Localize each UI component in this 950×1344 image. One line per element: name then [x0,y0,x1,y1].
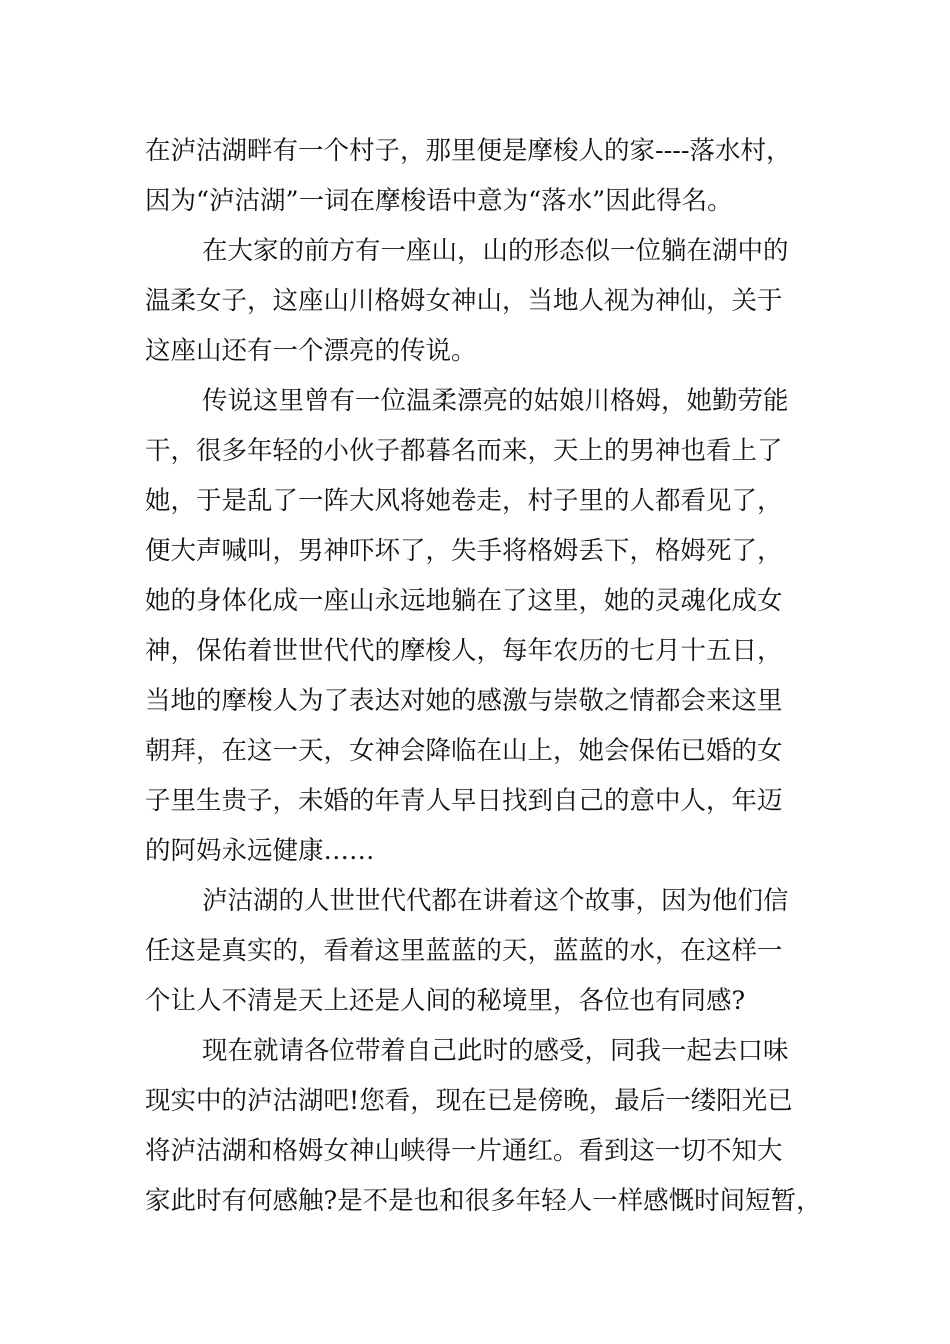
text-line: 在泸沽湖畔有一个村子，那里便是摩梭人的家----落水村， [145,136,792,166]
text-line: 传说这里曾有一位温柔漂亮的姑娘川格姆，她勤劳能 [202,386,789,416]
text-line: 便大声喊叫，男神吓坏了，失手将格姆丢下，格姆死了， [145,536,783,566]
text-line: 家此时有何感触?是不是也和很多年轻人一样感慨时间短暂， [145,1186,822,1216]
text-line: 将泸沽湖和格姆女神山峡得一片通红。看到这一切不知大 [145,1136,783,1166]
text-line: 神，保佑着世世代代的摩梭人，每年农历的七月十五日， [145,636,783,666]
paragraph-1 [145,126,815,226]
text-line: 温柔女子，这座山川格姆女神山，当地人视为神仙，关于 [145,286,783,316]
text-line: 现在就请各位带着自己此时的感受，同我一起去口味 [202,1036,789,1066]
text-line: 当地的摩梭人为了表达对她的感激与崇敬之情都会来这里 [145,686,783,716]
paragraph-3 [145,376,815,876]
text-line: 泸沽湖的人世世代代都在讲着这个故事，因为他们信 [202,886,789,916]
text-line: 在大家的前方有一座山，山的形态似一位躺在湖中的 [202,236,789,266]
text-line: 她的身体化成一座山永远地躺在了这里，她的灵魂化成女 [145,586,783,616]
text-line: 个让人不清是天上还是人间的秘境里，各位也有同感? [145,986,746,1016]
paragraph-5 [145,1026,822,1226]
text-line: 的阿妈永远健康…… [145,836,375,866]
text-line: 现实中的泸沽湖吧!您看，现在已是傍晚，最后一缕阳光已 [145,1086,793,1116]
text-line: 她，于是乱了一阵大风将她卷走，村子里的人都看见了， [145,486,783,516]
paragraph-4 [145,876,815,1026]
text-line: 任这是真实的，看着这里蓝蓝的天，蓝蓝的水，在这样一 [145,936,783,966]
text-line: 干，很多年轻的小伙子都暮名而来，天上的男神也看上了 [145,436,783,466]
paragraph-2 [145,226,815,376]
text-line: 因为“泸沽湖”一词在摩梭语中意为“落水”因此得名。 [145,186,733,216]
text-line: 这座山还有一个漂亮的传说。 [145,336,477,366]
text-line: 子里生贵子，未婚的年青人早日找到自己的意中人，年迈 [145,786,783,816]
text-line: 朝拜，在这一天，女神会降临在山上，她会保佑已婚的女 [145,736,783,766]
body-text [145,126,822,1226]
